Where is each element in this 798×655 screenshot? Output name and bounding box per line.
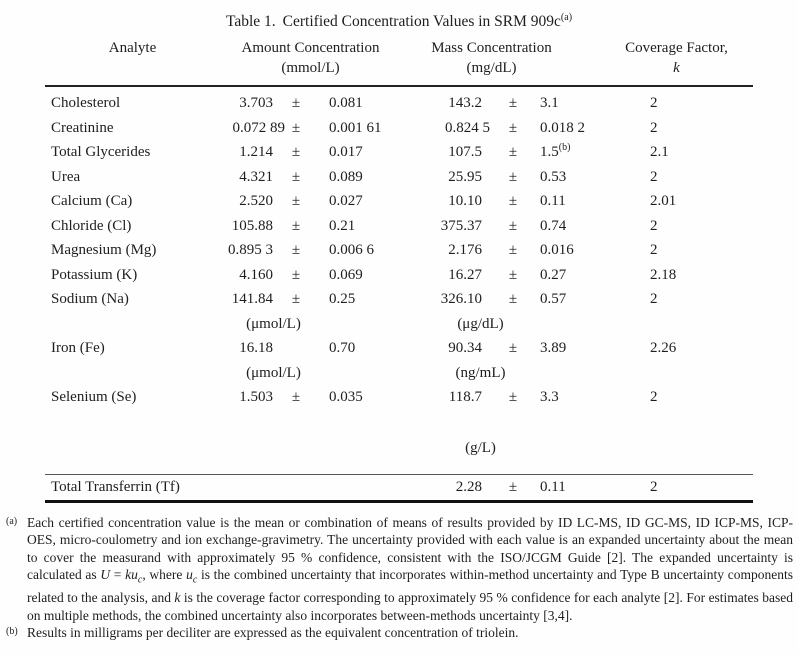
mass-value-cell: 2.28 — [455, 479, 482, 496]
plus-minus-sign: ± — [508, 340, 518, 357]
amount-unit-label — [161, 436, 386, 461]
mass-value-cell: 375.37 — [440, 217, 482, 234]
plus-minus-sign: ± — [291, 266, 301, 283]
plus-minus-sign: ± — [508, 193, 518, 210]
col-header-coverage-factor: Coverage Factor, — [625, 40, 728, 57]
footnote-ref-a: (a) — [560, 12, 573, 23]
mass-uncertainty-cell: 1.5$^{(b)}$ — [540, 142, 571, 161]
col-header-amount-unit: (mmol/L) — [281, 60, 340, 77]
amount-uncertainty-cell: 0.21 — [329, 217, 356, 234]
mass-uncertainty-cell: 0.016 — [540, 242, 574, 259]
mass-uncertainty-cell: 0.27 — [540, 266, 567, 283]
mass-uncertainty-cell: 3.89 — [540, 340, 567, 357]
plus-minus-sign: ± — [291, 95, 301, 112]
mass-uncertainty-cell: 0.53 — [540, 168, 567, 185]
amount-value-cell: 0.895 3 — [228, 242, 273, 259]
table-row-potassium — [45, 263, 753, 288]
table-row-chloride — [45, 214, 753, 239]
amount-value-cell: 2.520 — [239, 193, 273, 210]
footnote-a-text: Each certified concentration value is the mean or combination of means of results provided by ID LC-MS, ID GC-MS, ID ICP-MS, ICP-OES, micro-coulometry and ion exchange-gravimetry. The uncertainty provided with each value is an expanded uncertainty about the mean to cover the measurand with approximately 95 % confidence, consistent with the ISO/JCGM Guide [2]. The expanded uncertainty is calculated as $U = ku_c$, where $u_c$ is the combined uncertainty that incorporates within-method uncertainty and Type B uncertainty components related to the analysis, and k is the coverage factor corresponding to approximately 95 % confidence for each analyte [2]. For estimates based on multiple methods, the combined uncertainty also incorporates between-methods uncertainty [3,4]. — [27, 514, 794, 623]
coverage-factor-cell: 2 — [650, 168, 658, 185]
coverage-factor-cell: 2.01 — [650, 193, 677, 210]
coverage-factor-cell: 2 — [650, 389, 658, 406]
table-row-iron — [45, 336, 753, 361]
plus-minus-sign: ± — [508, 168, 518, 185]
coverage-factor-cell: 2 — [650, 217, 658, 234]
footnotes-section — [4, 514, 793, 642]
mass-uncertainty-cell: 3.3 — [540, 389, 559, 406]
plus-minus-sign: ± — [291, 119, 301, 136]
mass-value-cell: 118.7 — [448, 389, 482, 406]
unit-row-micromol-ng — [45, 361, 753, 386]
table-number: Table 1. — [225, 13, 276, 31]
analyte-cell: Total Glycerides — [51, 144, 151, 161]
coverage-factor-cell: 2.26 — [650, 340, 677, 357]
analyte-cell: Selenium (Se) — [51, 389, 137, 406]
col-header-mass-concentration: Mass Concentration — [431, 40, 552, 57]
table-row-total-transferrin — [45, 474, 753, 500]
coverage-factor-cell: 2.1 — [650, 144, 669, 161]
amount-unit-label: (μmol/L) — [246, 315, 301, 332]
amount-value-cell: 0.072 89 — [232, 119, 285, 136]
amount-value-cell: 1.503 — [239, 389, 273, 406]
amount-uncertainty-cell: 0.081 — [329, 95, 363, 112]
amount-uncertainty-cell: 0.069 — [329, 266, 363, 283]
amount-uncertainty-cell — [315, 475, 415, 500]
col-header-mass-unit: (mg/dL) — [466, 60, 517, 77]
amount-value-cell: 3.703 — [239, 95, 273, 112]
unit-row-g-per-l — [45, 436, 753, 461]
col-header-amount-concentration: Amount Concentration — [241, 40, 380, 57]
footnote-ref-b: (b) — [558, 142, 571, 154]
mass-value-cell: 90.34 — [448, 340, 482, 357]
amount-unit-label: (μmol/L) — [246, 364, 301, 381]
mass-value-cell: 10.10 — [448, 193, 482, 210]
table-row-cholesterol — [45, 91, 753, 116]
plus-minus-sign: ± — [508, 479, 518, 496]
amount-value-cell: 4.160 — [239, 266, 273, 283]
plus-minus-sign: ± — [508, 291, 518, 308]
table-row-calcium — [45, 189, 753, 214]
amount-value-cell: 105.88 — [231, 217, 273, 234]
amount-uncertainty-cell: 0.089 — [329, 168, 363, 185]
mass-uncertainty-cell: 0.57 — [540, 291, 567, 308]
table-header — [45, 40, 753, 87]
analyte-cell: Iron (Fe) — [51, 340, 105, 357]
data-table — [45, 40, 753, 503]
mass-value-cell: 2.176 — [448, 242, 482, 259]
table-title — [0, 8, 798, 32]
table-row-selenium — [45, 385, 753, 410]
mass-value-cell: 16.27 — [448, 266, 482, 283]
table-row-total-glycerides — [45, 140, 753, 165]
footnote-b — [4, 624, 793, 642]
coverage-factor-cell: 2 — [650, 479, 658, 496]
mass-unit-label: (ng/mL) — [455, 364, 506, 381]
plus-minus-sign: ± — [291, 193, 301, 210]
table-row-creatinine — [45, 116, 753, 141]
coverage-factor-cell: 2 — [650, 242, 658, 259]
plus-minus-sign: ± — [508, 389, 518, 406]
coverage-factor-cell: 2 — [650, 119, 658, 136]
amount-uncertainty-cell: 0.027 — [329, 193, 363, 210]
analyte-cell: Urea — [51, 168, 81, 185]
plus-minus-sign: ± — [291, 242, 301, 259]
mass-uncertainty-cell: 0.74 — [540, 217, 567, 234]
footnote-a — [4, 514, 793, 625]
plus-minus-sign: ± — [291, 291, 301, 308]
footnote-b-text: Results in milligrams per deciliter are expressed as the equivalent concentration of triolein. — [27, 625, 519, 641]
mass-uncertainty-cell: 0.018 2 — [540, 119, 585, 136]
plus-minus-sign: ± — [508, 144, 518, 161]
amount-value-cell: 16.18 — [239, 340, 273, 357]
mass-value-cell: 0.824 5 — [445, 119, 490, 136]
plus-minus-sign: ± — [291, 144, 301, 161]
col-header-k-symbol: k — [673, 60, 680, 77]
coverage-factor-cell: 2.18 — [650, 266, 677, 283]
amount-uncertainty-cell: 0.035 — [329, 389, 363, 406]
table-body — [45, 87, 753, 503]
coverage-factor-cell: 2 — [650, 95, 658, 112]
analyte-cell: Potassium (K) — [51, 266, 138, 283]
plus-minus-sign: ± — [508, 217, 518, 234]
plus-minus-sign: ± — [508, 266, 518, 283]
analyte-cell: Creatinine — [51, 119, 114, 136]
amount-uncertainty-cell: 0.006 6 — [329, 242, 374, 259]
amount-value-cell — [190, 475, 277, 500]
analyte-cell: Chloride (Cl) — [51, 217, 132, 234]
footnote-a-marker: (a) — [6, 515, 18, 527]
plus-minus-sign: ± — [508, 95, 518, 112]
plus-minus-sign: ± — [291, 168, 301, 185]
plus-minus-sign: ± — [508, 119, 518, 136]
analyte-cell: Cholesterol — [51, 95, 121, 112]
plus-minus-sign: ± — [508, 242, 518, 259]
analyte-cell: Sodium (Na) — [51, 291, 129, 308]
amount-uncertainty-cell: 0.25 — [329, 291, 356, 308]
plus-minus-sign: ± — [291, 217, 301, 234]
amount-uncertainty-cell: 0.017 — [329, 144, 363, 161]
footnote-b-marker: (b) — [6, 626, 18, 638]
amount-value-cell: 141.84 — [231, 291, 273, 308]
analyte-cell: Magnesium (Mg) — [51, 242, 157, 259]
table-row-urea — [45, 165, 753, 190]
mass-unit-label: (μg/dL) — [457, 315, 504, 332]
mass-value-cell: 326.10 — [440, 291, 482, 308]
mass-uncertainty-cell: 3.1 — [540, 95, 559, 112]
table-row-sodium — [45, 287, 753, 312]
analyte-cell: Calcium (Ca) — [51, 193, 133, 210]
plus-minus-sign — [277, 336, 315, 361]
amount-value-cell: 4.321 — [239, 168, 273, 185]
table-row-magnesium — [45, 238, 753, 263]
amount-uncertainty-cell: 0.001 61 — [329, 119, 382, 136]
mass-value-cell: 107.5 — [448, 144, 482, 161]
coverage-factor-cell: 2 — [650, 291, 658, 308]
table-title-text: Certified Concentration Values in SRM 909c — [282, 13, 561, 31]
amount-uncertainty-cell: 0.70 — [329, 340, 356, 357]
mass-value-cell: 25.95 — [448, 168, 482, 185]
amount-value-cell: 1.214 — [239, 144, 273, 161]
mass-uncertainty-cell: 0.11 — [540, 479, 566, 496]
plus-minus-sign — [277, 475, 315, 500]
mass-uncertainty-cell: 0.11 — [540, 193, 566, 210]
plus-minus-sign: ± — [291, 389, 301, 406]
mass-value-cell: 143.2 — [448, 95, 482, 112]
unit-row-micromol-microg — [45, 312, 753, 337]
mass-unit-label: (g/L) — [465, 439, 496, 456]
col-header-analyte: Analyte — [108, 40, 157, 57]
analyte-cell: Total Transferrin (Tf) — [51, 479, 180, 496]
